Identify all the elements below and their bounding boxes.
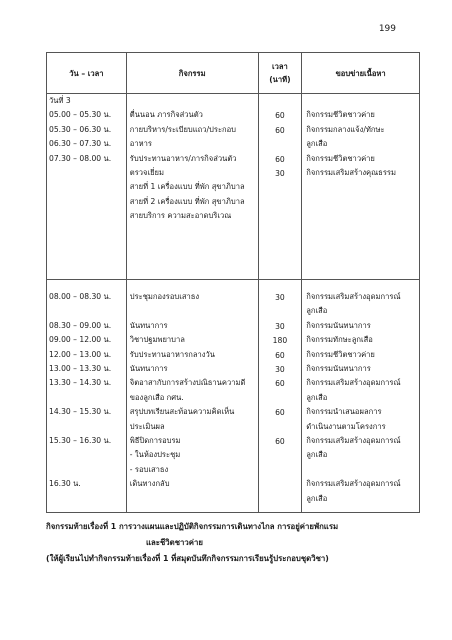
page-number: 199: [378, 24, 396, 34]
day-minutes-line: 180: [272, 336, 288, 346]
schedule-table: [46, 52, 420, 513]
day-minutes-line: 30: [275, 321, 285, 331]
morning-minutes-line: [260, 138, 301, 152]
table-header-row: [47, 53, 420, 94]
day-scope-line: กิจกรรมทักษะลูกเสือ: [306, 335, 373, 345]
day-times-line: 12.00 – 13.00 น.: [49, 349, 112, 359]
morning-activities-line: ตรวจเยี่ยม: [129, 168, 164, 178]
day-minutes-cell: [258, 280, 302, 513]
morning-activities-line: ตื่นนอน ภารกิจส่วนตัว: [129, 110, 203, 120]
morning-times-line: 05.30 – 06.30 น.: [49, 124, 112, 134]
day-activities-line: สรุปบทเรียนสะท้อนความคิดเห็น: [129, 407, 235, 417]
day-times: [49, 290, 126, 492]
day-activities-line: นันทนาการ: [129, 320, 168, 330]
day-times-line: 08.30 – 09.00 น.: [49, 320, 112, 330]
day-scope-line: ลูกเสือ: [306, 306, 328, 316]
day-scope-line: [306, 463, 419, 477]
day-scope-line: กิจกรรมนันทนาการ: [306, 320, 371, 330]
footer-line-1: กิจกรรมท้ายเรื่องที่ 1 การวางแผนและปฏิบัติกิจกรรมการเดินทางไกล การอยู่ค่ายพักแรม: [46, 522, 339, 531]
morning-minutes-line: 30: [275, 169, 285, 178]
day-scope: [306, 290, 419, 506]
morning-times-line: 06.30 – 07.30 น.: [49, 139, 112, 149]
morning-scope-line: กิจกรรมชีวิตชาวค่าย: [306, 153, 375, 163]
day-times-line: 13.00 – 13.30 น.: [49, 364, 112, 374]
day-activities-line: - ในห้องประชุม: [129, 450, 181, 460]
morning-minutes-line: 60: [275, 111, 285, 121]
header-scope: ขอบข่ายเนื้อหา: [302, 53, 420, 94]
morning-time-cell: [47, 94, 127, 280]
day-times-line: 09.00 – 12.00 น.: [49, 335, 112, 345]
day-scope-line: กิจกรรมชีวิตชาวค่าย: [306, 349, 375, 359]
day-activities-line: - รอบเสาธง: [129, 464, 169, 474]
day-activities-line: วิชาปฐมพยาบาล: [129, 335, 185, 345]
day-times-line: 14.30 – 15.30 น.: [49, 407, 112, 417]
footer-line-2: และชีวิตชาวค่าย: [146, 538, 203, 547]
day-activities: [130, 290, 258, 492]
morning-scope-cell: [302, 94, 420, 280]
day-times-line: 08.00 – 08.30 น.: [49, 292, 112, 301]
table-row-morning: [47, 94, 420, 280]
day-activities-line: ของลูกเสือ กศน.: [129, 392, 184, 402]
morning-activities-line: รับประทานอาหาร/ภารกิจส่วนตัว: [129, 153, 237, 163]
day-activities-line: รับประทานอาหารกลางวัน: [129, 349, 215, 359]
day-times-line: [49, 448, 126, 462]
morning-times-line: 07.30 – 08.00 น.: [49, 153, 112, 163]
header-time: วัน – เวลา: [47, 53, 127, 94]
morning-scope-line: กิจกรรมชีวิตชาวค่าย: [306, 110, 375, 120]
day-activities-line: จิตอาสากับการสร้างปณิธานความดี: [129, 378, 246, 388]
day-scope-line: กิจกรรมเสริมสร้างอุดมการณ์: [306, 378, 401, 388]
day-times-line: 16.30 น.: [49, 479, 81, 489]
morning-times-line: 05.00 – 05.30 น.: [49, 110, 112, 120]
day-scope-line: กิจกรรมเสริมสร้างอุดมการณ์: [306, 292, 401, 301]
day-minutes-line: [260, 421, 301, 435]
day-scope-line: กิจกรรมเสริมสร้างอุดมการณ์: [306, 436, 401, 446]
day-minutes-line: [260, 478, 301, 492]
morning-activity-cell: [126, 94, 258, 280]
morning-activities-line: สายที่ 2 เครื่องแบบ ที่พัก สุขาภิบาล: [129, 196, 245, 206]
day-activities-line: นันทนาการ: [129, 364, 168, 374]
day-scope-line: ลูกเสือ: [306, 450, 328, 460]
day-times-line: [49, 420, 126, 434]
day-minutes-line: 60: [275, 408, 285, 418]
day-minutes-line: [260, 464, 301, 478]
table-row-day: [47, 280, 420, 513]
morning-activities-line: อาหาร: [129, 139, 152, 149]
morning-times: [49, 108, 126, 166]
day-scope-cell: [302, 280, 420, 513]
morning-scope-line: ลูกเสือ: [306, 139, 328, 149]
morning-minutes-line: 60: [275, 154, 285, 164]
day-scope-line: ดำเนินงานตามโครงการ: [306, 421, 386, 431]
morning-activities: [130, 108, 258, 223]
morning-activities-line: สายที่ 1 เครื่องแบบ ที่พัก สุขาภิบาล: [129, 182, 245, 192]
day-scope-line: ลูกเสือ: [306, 493, 328, 503]
day-scope-line: กิจกรรมนันทนาการ: [306, 364, 371, 374]
day-minutes-line: 60: [275, 437, 285, 447]
header-minutes-text: เวลา (นาที): [269, 62, 291, 84]
day-activities-line: เดินทางกลับ: [129, 479, 170, 489]
day-times-line: [49, 391, 126, 405]
day-minutes-line: 60: [275, 379, 285, 389]
morning-minutes: [260, 109, 301, 181]
header-activity: กิจกรรม: [126, 53, 258, 94]
day-minutes: [260, 291, 301, 493]
day-label: วันที่ 3: [49, 96, 71, 105]
morning-scope-line: กิจกรรมเสริมสร้างคุณธรรม: [306, 168, 396, 178]
day-minutes-line: 60: [275, 350, 285, 360]
day-scope-line: ลูกเสือ: [306, 392, 328, 402]
day-minutes-line: [260, 449, 301, 463]
day-time-cell: [47, 280, 127, 513]
morning-minutes-line: 60: [275, 125, 285, 135]
footer-line-3: (ให้ผู้เรียนไปทำกิจกรรมท้ายเรื่องที่ 1 ที่สมุดบันทึกกิจกรรมการเรียนรู้ประกอบชุดวิชา): [46, 554, 329, 563]
day-minutes-line: [260, 392, 301, 406]
day-minutes-line: 30: [275, 293, 285, 302]
day-activities-line: พิธีปิดการอบรม: [129, 436, 181, 446]
morning-minutes-cell: [258, 94, 302, 280]
day-scope-line: กิจกรรมเสริมสร้างอุดมการณ์: [306, 479, 401, 489]
morning-scope-line: กิจกรรมกลางแจ้ง/ทักษะ: [306, 124, 385, 134]
day-minutes-line: [260, 305, 301, 319]
day-minutes-line: 30: [275, 365, 285, 375]
day-times-line: [49, 463, 126, 477]
day-times-line: 15.30 – 16.30 น.: [49, 436, 112, 446]
morning-scope: [306, 108, 419, 180]
day-activities-line: ประเมินผล: [129, 421, 165, 431]
day-times-line: 13.30 – 14.30 น.: [49, 378, 112, 388]
day-scope-line: กิจกรรมนำเสนอผลการ: [306, 407, 382, 417]
day-activity-cell: [126, 280, 258, 513]
morning-activities-line: สายบริการ ความสะอาดบริเวณ: [129, 211, 232, 221]
day-times-line: [49, 304, 126, 318]
morning-activities-line: กายบริหาร/ระเบียบแถว/ประกอบ: [129, 124, 236, 134]
header-minutes: [258, 53, 302, 94]
day-activities-line: [130, 304, 258, 318]
day-activities-line: ประชุมกองรอบเสาธง: [129, 292, 200, 301]
footer-note: [46, 519, 426, 567]
